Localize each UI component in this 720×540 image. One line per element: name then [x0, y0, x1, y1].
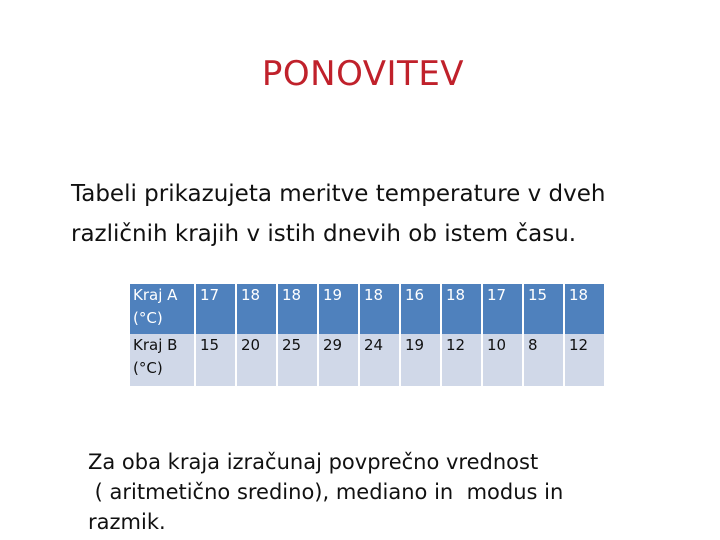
table-cell: 12: [441, 334, 482, 386]
table-cell: 18: [564, 284, 605, 334]
table-cell: 18: [441, 284, 482, 334]
table-cell: 12: [564, 334, 605, 386]
table-cell: 16: [400, 284, 441, 334]
table-cell: 18: [277, 284, 318, 334]
table-cell: 15: [523, 284, 564, 334]
table-cell: 29: [318, 334, 359, 386]
row-label: [129, 334, 195, 386]
table-cell: 19: [400, 334, 441, 386]
slide-title: PONOVITEV: [261, 54, 465, 94]
table-cell: 17: [195, 284, 236, 334]
task-line-2: ( aritmetično sredino), mediano in modus in: [88, 480, 564, 504]
intro-line-1: Tabeli prikazujeta meritve temperature v dveh: [71, 181, 606, 207]
temperature-table: [128, 284, 606, 386]
table-row: [129, 284, 605, 334]
intro-line-2: različnih krajih v istih dnevih ob istem času.: [71, 221, 577, 247]
intro-text: [71, 174, 711, 254]
table-cell: 18: [236, 284, 277, 334]
table-cell: 8: [523, 334, 564, 386]
row-label-unit: (°C): [133, 309, 163, 327]
table-cell: 17: [482, 284, 523, 334]
table-row: [129, 334, 605, 386]
row-label-unit: (°C): [133, 359, 163, 377]
table-cell: 24: [359, 334, 400, 386]
task-line-3: razmik.: [88, 510, 166, 534]
task-text: [88, 447, 708, 537]
row-label-name: Kraj B: [133, 336, 178, 354]
table-cell: 19: [318, 284, 359, 334]
table-cell: 18: [359, 284, 400, 334]
table-cell: 10: [482, 334, 523, 386]
table-cell: 25: [277, 334, 318, 386]
row-label-name: Kraj A: [133, 286, 178, 304]
table-cell: 15: [195, 334, 236, 386]
table-cell: 20: [236, 334, 277, 386]
task-line-1: Za oba kraja izračunaj povprečno vrednost: [88, 450, 539, 474]
row-label: [129, 284, 195, 334]
